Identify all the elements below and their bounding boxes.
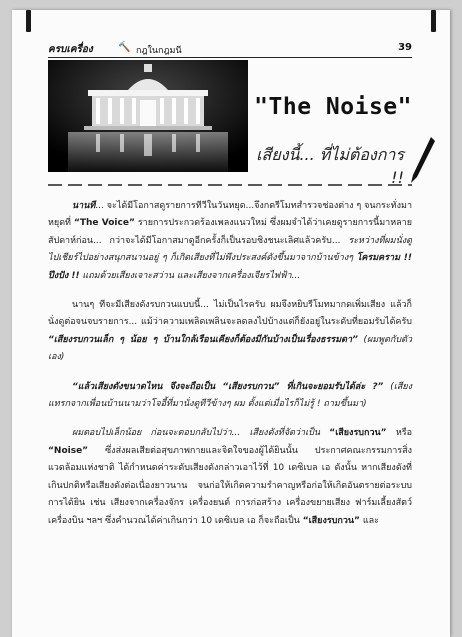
text-run: และ bbox=[359, 515, 379, 526]
text-run: (เสียงแทรกจากเพื่อนบ้านนามว่าโจอี้ที่มานั่งดูทีวีข้างๆ ผม ตั้งแต่เมื่อไรก็ไม่รู้ ! ถามขึ้นมา) bbox=[48, 381, 413, 410]
text-run: โครมคราม !! ปึงปัง !! bbox=[48, 253, 412, 281]
text-run: ผมตอบไปเล็กน้อย ก่อนจะตอบกลับไปว่า... เสียงดังที่จัดว่าเป็น bbox=[72, 428, 330, 439]
pen-icon bbox=[405, 135, 435, 185]
paragraph bbox=[48, 297, 412, 367]
article-body bbox=[48, 198, 412, 542]
text-run: รายการประกวดร้องเพลงแนวใหม่ ซึ่งผมจำได้ว่าเคยดูรายการนี้มาหลายสัปดาห์ก่อน... กว่าจะได้มีโอกาสมาดูอีกครั้งก็เป็นรอบชิงชนะเลิศแล้วครับ... bbox=[48, 218, 412, 246]
building-photo bbox=[48, 60, 248, 172]
paragraph bbox=[48, 425, 412, 529]
paragraph bbox=[48, 379, 412, 414]
running-header bbox=[48, 42, 412, 56]
text-run: “เสียงรบกวนเล็ก ๆ น้อย ๆ บ้านใกล้เรือนเคียงก็ต้องมีกันบ้างเป็นเรื่องธรรมดา” bbox=[48, 334, 358, 345]
text-run: “The Voice” bbox=[73, 218, 135, 229]
text-run: นานที bbox=[72, 201, 96, 211]
paragraph bbox=[48, 198, 412, 285]
article-title: "The Noise" bbox=[254, 94, 412, 120]
text-run: (ผมพูดกับตัวเอง) bbox=[48, 334, 412, 363]
gavel-icon: 🔨 bbox=[118, 42, 131, 53]
binder-clip-left bbox=[26, 10, 31, 32]
header-rule bbox=[48, 57, 412, 58]
text-run: ... จะได้มีโอกาสดูรายการทีวีในวันหยุด...จึงกดรีโมทสำรวจช่องต่าง ๆ จนกระทั่งมาหยุดที่ bbox=[48, 201, 412, 229]
text-run: หรือ bbox=[386, 428, 412, 439]
text-run: นานๆ ทีจะมีเสียงดังรบกวนแบบนี้... ไม่เป็นไรครับ ผมจึงหยิบรีโมทมากดเพิ่มเสียง แล้วก็นั่งดูต่อจนจบรายการ... แม้ว่าความเพลิดเพลินจะลดลงไปบ้างแต่ก็ยังอยู่ในระดับที่ยอมรับได้ครับ bbox=[48, 300, 412, 328]
article-subtitle: เสียงนี้... ที่ไม่ต้องการ !! bbox=[256, 145, 404, 187]
dashed-divider bbox=[48, 180, 412, 190]
text-run: “Noise” bbox=[48, 445, 89, 456]
section-label: ครบเครื่อง bbox=[48, 44, 93, 55]
text-run: แถมด้วยเสียงเจาะสว่าน และเสียงจากเครื่องเจียรไฟฟ้า... bbox=[79, 270, 301, 281]
text-run: “เสียงรบกวน” bbox=[329, 428, 387, 439]
text-run: ซึ่งส่งผลเสียต่อสุขภาพกายและจิตใจของผู้ได้ยินนั้น ประกาศคณะกรรมการสิ่งแวดล้อมแห่งชาติ ได้กำหนดค่าระดับเสียงดังกล่าวเอาไว้ที่ 10 เดซิเบล เอ ดังนั้น หากเสียงดังที่เกินปกติหรือเสียงดังต่อเนื่องยาวนาน จนก่อให้เกิดความรำคาญหรือก่อให้เกิดอันตรายต่อระบบการได้ยิน เช่น เสียงจากเครื่องจักร เครื่องยนต์ การก่อสร้าง เครื่องขยายเสียง ฟาร์มเลี้ยงสัตว์ เครื่องบิน ฯลฯ ซึ่งคำนวณได้ค่าเกินกว่า 10 เดซิเบล เอ ก็จะถือเป็น bbox=[48, 445, 412, 526]
page-number: 39 bbox=[398, 42, 412, 53]
text-run: “เสียงรบกวน” bbox=[302, 515, 360, 526]
subsection-label: กฎในกฎมนี bbox=[136, 46, 182, 56]
text-run: ระหว่างที่ผมนั่งดูไปเชียร์ไปอย่างสนุกสนานอยู่ ๆ ก็เกิดเสียงที่ไม่พึงประสงค์ดังขึ้นมาจากบ้านข้างๆ bbox=[48, 235, 412, 264]
text-run: “แล้วเสียงดังขนาดไหน จึงจะถือเป็น “เสียงรบกวน” ที่เกินจะยอมรับได้ล่ะ ?” bbox=[72, 381, 384, 392]
binder-clip-right bbox=[431, 10, 436, 32]
